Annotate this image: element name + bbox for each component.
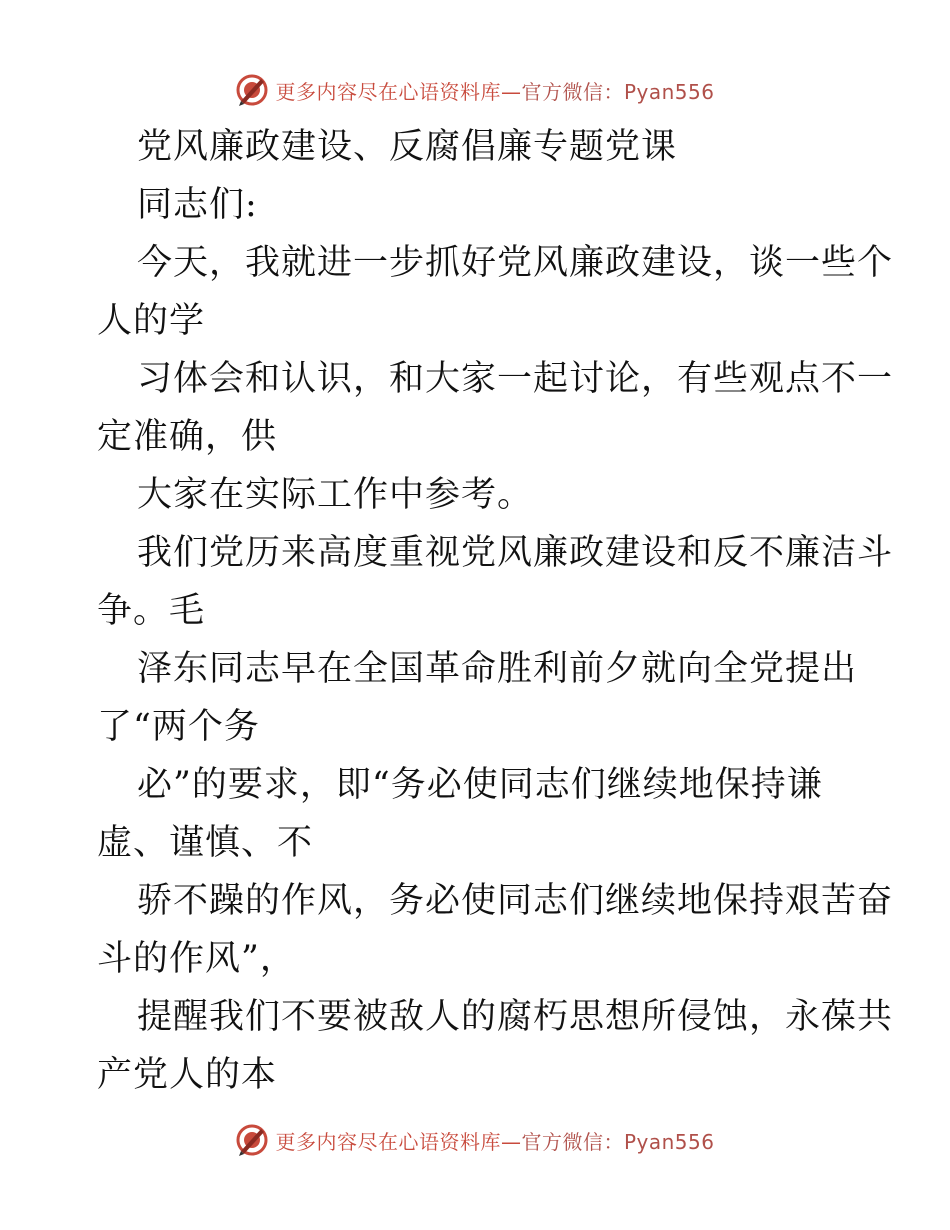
text-line: 我们党历来高度重视党风廉政建设和反不廉洁斗	[137, 533, 894, 573]
watermark-text: 更多内容尽在心语资料库—官方微信：Pyan556	[275, 79, 715, 104]
text-line: 必”的要求，即“务必使同志们继续地保持谦	[137, 765, 823, 805]
text-line: 争。毛	[97, 591, 206, 631]
text-line: 斗的作风”，	[97, 939, 296, 979]
document-body	[97, 118, 894, 1104]
text-line: 提醒我们不要被敌人的腐朽思想所侵蚀，永葆共	[137, 997, 894, 1037]
text-line: 今天，我就进一步抓好党风廉政建设，谈一些个	[137, 243, 894, 283]
header-watermark-banner	[0, 70, 950, 110]
text-line: 骄不躁的作风，务必使同志们继续地保持艰苦奋	[137, 881, 894, 921]
text-line: 了“两个务	[97, 707, 260, 747]
text-line: 定准确，供	[97, 417, 278, 457]
text-line: 大家在实际工作中参考。	[137, 475, 534, 515]
watermark-text: 更多内容尽在心语资料库—官方微信：Pyan556	[275, 1129, 715, 1154]
footer-watermark-banner	[0, 1120, 950, 1160]
text-line: 虚、谨慎、不	[97, 823, 314, 863]
text-line: 产党人的本	[97, 1055, 278, 1095]
document-title: 党风廉政建设、反腐倡廉专题党课	[137, 127, 678, 167]
pen-circle-logo-icon	[235, 1123, 269, 1157]
text-line: 泽东同志早在全国革命胜利前夕就向全党提出	[137, 649, 858, 689]
pen-circle-logo-icon	[235, 73, 269, 107]
text-line: 习体会和认识，和大家一起讨论，有些观点不一	[137, 359, 894, 399]
text-line: 人的学	[97, 301, 206, 341]
salutation: 同志们:	[137, 185, 258, 225]
